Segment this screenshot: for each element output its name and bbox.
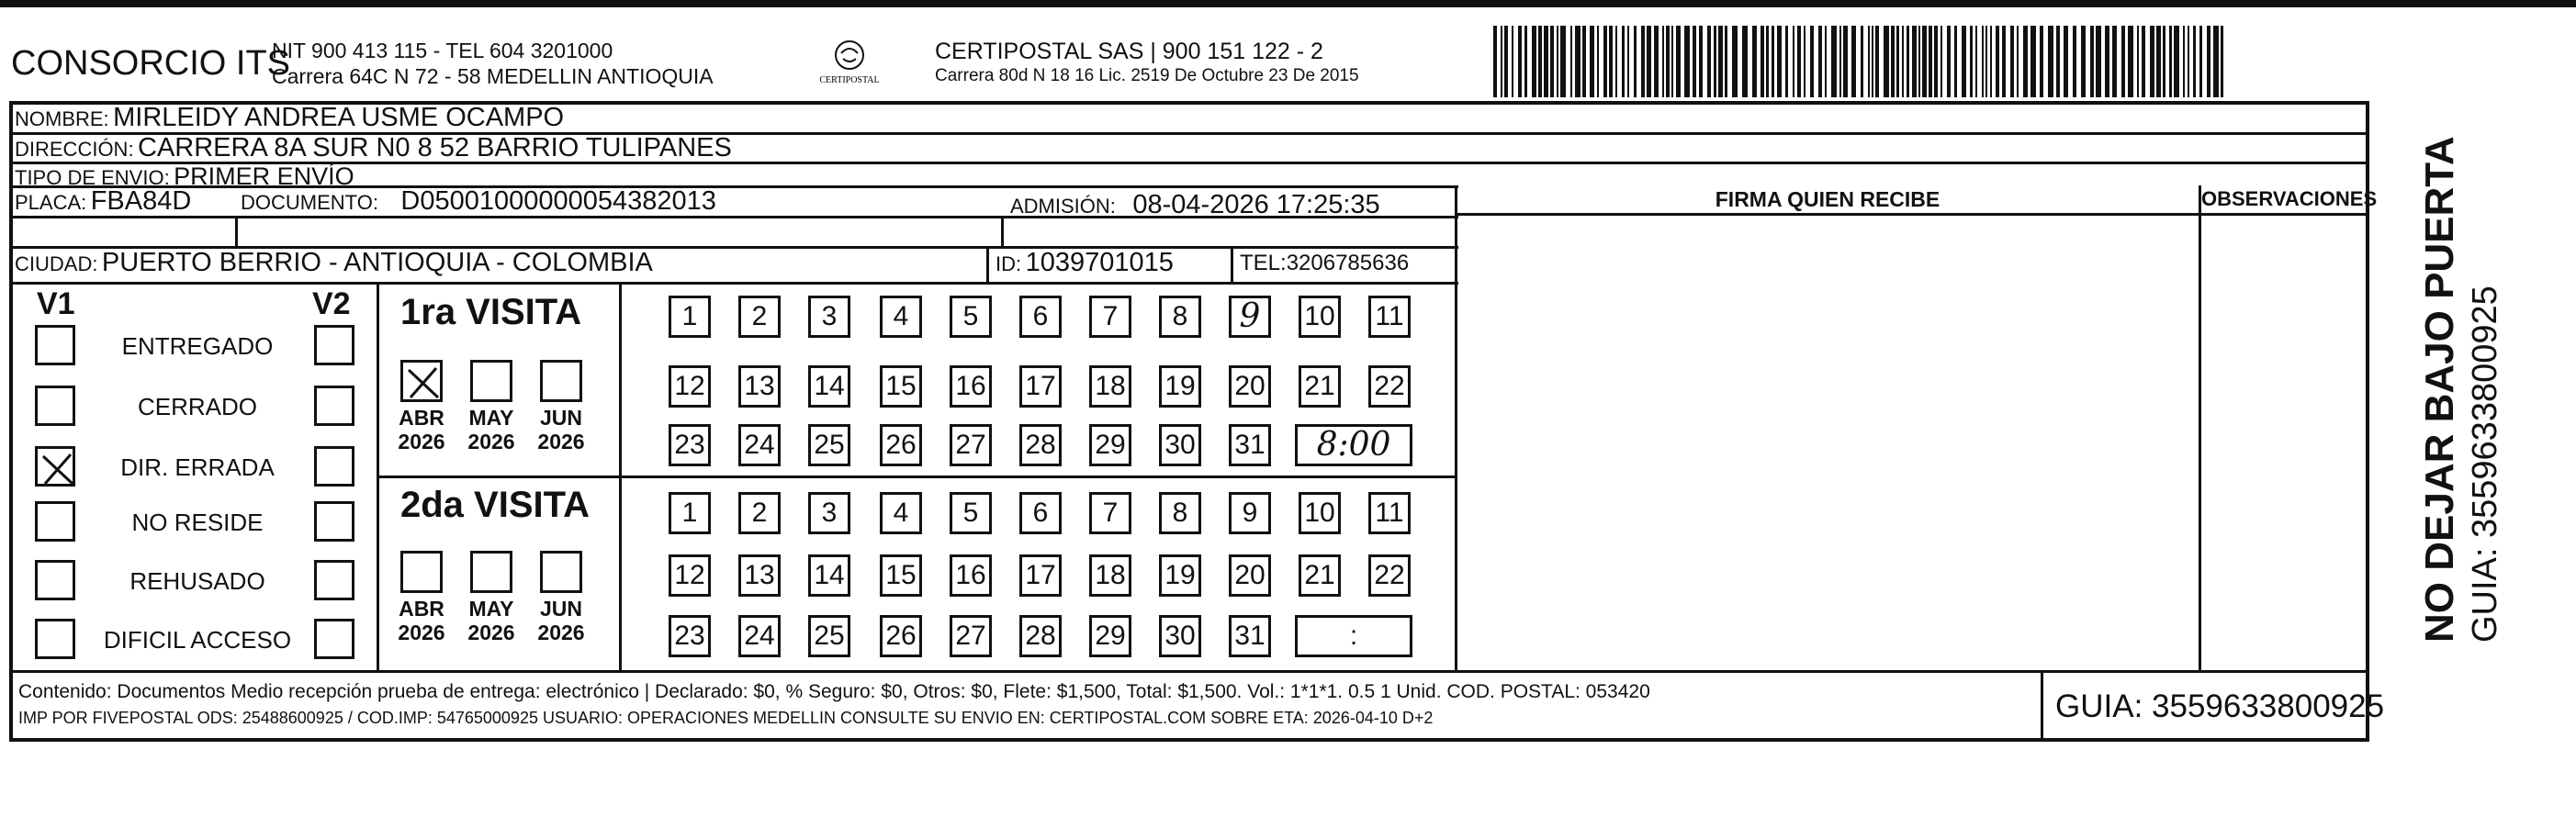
day-box[interactable]: 15 [880, 365, 922, 408]
day-box[interactable]: 31 [1229, 615, 1271, 657]
year-label: 2026 [398, 621, 445, 644]
year-label: 2026 [467, 621, 515, 644]
time-box[interactable]: 8:00 [1295, 424, 1412, 466]
tipo-label: TIPO DE ENVIO: [15, 166, 170, 189]
day-box[interactable]: 25 [808, 615, 850, 657]
month-label: ABR [399, 597, 444, 621]
certipostal-name: CERTIPOSTAL SAS | 900 151 122 - 2 [935, 39, 1323, 64]
v2-label: V2 [312, 286, 351, 321]
first-visit-title: 1ra VISITA [400, 292, 582, 332]
footer-guia: GUIA: 3559633800925 [2055, 688, 2385, 724]
day-box[interactable]: 30 [1159, 615, 1201, 657]
direccion-label: DIRECCIÓN: [15, 138, 134, 161]
v1-checkbox[interactable] [35, 501, 75, 542]
ciudad-value: PUERTO BERRIO - ANTIOQUIA - COLOMBIA [101, 248, 653, 277]
day-box[interactable]: 21 [1299, 365, 1341, 408]
day-box[interactable]: 12 [669, 365, 711, 408]
day-box[interactable]: 20 [1229, 365, 1271, 408]
day-box[interactable]: 4 [880, 296, 922, 338]
month-checkbox[interactable] [400, 551, 443, 593]
footer-imp: IMP POR FIVEPOSTAL ODS: 25488600925 / COD.IMP: 54765000925 USUARIO: OPERACIONES MEDELLIN CONSULTE SU ENVIO EN: CERTIPOSTAL.COM SOBRE ETA: 2026-04-10 D+2 [18, 709, 1434, 727]
day-box[interactable]: 17 [1019, 365, 1062, 408]
day-box[interactable]: 28 [1019, 615, 1062, 657]
day-box[interactable]: 4 [880, 492, 922, 534]
day-box[interactable]: 16 [950, 365, 992, 408]
month-label: MAY [468, 406, 514, 430]
day-box[interactable]: 6 [1019, 492, 1062, 534]
day-box[interactable]: 11 [1368, 492, 1411, 534]
year-label: 2026 [467, 430, 515, 453]
month-checkbox[interactable] [540, 360, 582, 402]
v1-checkbox[interactable] [35, 325, 75, 365]
status-label: NO RESIDE [131, 509, 264, 536]
day-box[interactable]: 9 [1229, 492, 1271, 534]
v1-checkbox[interactable] [35, 386, 75, 426]
time-box[interactable]: : [1295, 615, 1412, 657]
documento-row [241, 186, 716, 217]
firma-label: FIRMA QUIEN RECIBE [1715, 187, 1940, 211]
day-box[interactable]: 6 [1019, 296, 1062, 338]
day-box[interactable]: 3 [808, 296, 850, 338]
day-box[interactable]: 5 [950, 296, 992, 338]
v2-checkbox[interactable] [314, 619, 354, 659]
day-box[interactable]: 27 [950, 424, 992, 466]
nombre-label: NOMBRE: [15, 107, 109, 130]
id-row [996, 248, 1174, 278]
day-box[interactable]: 1 [669, 296, 711, 338]
day-box[interactable]: 7 [1089, 492, 1131, 534]
day-box[interactable]: 1 [669, 492, 711, 534]
side-text [2415, 92, 2544, 643]
certipostal-address: Carrera 80d N 18 16 Lic. 2519 De Octubre 23 De 2015 [935, 66, 1359, 85]
v1-label: V1 [37, 286, 75, 321]
ciudad-row [15, 248, 653, 278]
documento-value: D05001000000054382013 [400, 186, 716, 216]
month-label: JUN [539, 597, 582, 621]
day-box[interactable]: 11 [1368, 296, 1411, 338]
footer-contenido: Contenido: Documentos Medio recepción prueba de entrega: electrónico | Declarado: $0, % Seguro: $0, Otros: $0, Flete: $1,500, Total: $1,500. Vol.: 1*1*1. 0.5 1 Unid. COD. POSTAL: 053420 [18, 681, 1650, 702]
documento-label: DOCUMENTO: [241, 191, 378, 214]
day-box[interactable]: 10 [1299, 296, 1341, 338]
day-box[interactable]: 29 [1089, 615, 1131, 657]
admision-label: ADMISIÓN: [1010, 195, 1116, 218]
year-label: 2026 [398, 430, 445, 453]
month-checkbox[interactable] [470, 551, 512, 593]
tel-row [1240, 251, 1409, 276]
month-label: MAY [468, 597, 514, 621]
month-checkbox[interactable] [400, 360, 443, 402]
day-box[interactable]: 22 [1368, 365, 1411, 408]
day-box[interactable]: 23 [669, 615, 711, 657]
ciudad-label: CIUDAD: [15, 252, 98, 275]
certipostal-logo [808, 37, 891, 92]
status-label: CERRADO [137, 393, 257, 420]
day-box[interactable]: 25 [808, 424, 850, 466]
v2-checkbox[interactable] [314, 560, 354, 600]
day-box[interactable]: 26 [880, 424, 922, 466]
day-box[interactable]: 14 [808, 365, 850, 408]
admision-row [1010, 190, 1380, 220]
company-address: Carrera 64C N 72 - 58 MEDELLIN ANTIOQUIA [272, 64, 714, 88]
day-box[interactable]: 30 [1159, 424, 1201, 466]
barcode [1493, 26, 2228, 97]
v2-checkbox[interactable] [314, 325, 354, 365]
v2-checkbox[interactable] [314, 501, 354, 542]
id-value: 1039701015 [1025, 248, 1174, 277]
day-box[interactable]: 26 [880, 615, 922, 657]
nombre-row [15, 103, 564, 133]
observaciones-label: OBSERVACIONES [2201, 187, 2378, 210]
company-nit: NIT 900 413 115 - TEL 604 3201000 [272, 39, 613, 62]
day-box[interactable]: 20 [1229, 554, 1271, 597]
day-box[interactable]: 21 [1299, 554, 1341, 597]
day-box[interactable]: 2 [738, 296, 781, 338]
placa-label: PLACA: [15, 191, 87, 214]
status-label: DIFICIL ACCESO [103, 626, 292, 654]
day-box[interactable]: 16 [950, 554, 992, 597]
day-box[interactable]: 19 [1159, 365, 1201, 408]
day-box[interactable]: 31 [1229, 424, 1271, 466]
placa-value: FBA84D [90, 186, 192, 216]
day-box[interactable]: 5 [950, 492, 992, 534]
side-no-dejar: NO DEJAR BAJO PUERTA [2417, 136, 2462, 643]
day-box[interactable]: 13 [738, 365, 781, 408]
day-box[interactable]: 24 [738, 615, 781, 657]
day-box[interactable]: 18 [1089, 554, 1131, 597]
day-box[interactable]: 22 [1368, 554, 1411, 597]
day-box[interactable]: 29 [1089, 424, 1131, 466]
admision-value: 08-04-2026 17:25:35 [1132, 190, 1380, 219]
tel-label: TEL: [1240, 251, 1287, 275]
day-box[interactable]: 3 [808, 492, 850, 534]
day-box[interactable]: 13 [738, 554, 781, 597]
top-border [0, 0, 2576, 7]
day-box[interactable]: 15 [880, 554, 922, 597]
day-box[interactable]: 23 [669, 424, 711, 466]
id-label: ID: [996, 252, 1022, 275]
year-label: 2026 [537, 621, 585, 644]
nombre-value: MIRLEIDY ANDREA USME OCAMPO [113, 103, 565, 132]
day-box[interactable]: 27 [950, 615, 992, 657]
year-label: 2026 [537, 430, 585, 453]
tel-value: 3206785636 [1286, 251, 1410, 275]
status-label: ENTREGADO [121, 332, 274, 360]
v2-checkbox[interactable] [314, 386, 354, 426]
day-box[interactable]: 2 [738, 492, 781, 534]
day-box[interactable]: 28 [1019, 424, 1062, 466]
day-box[interactable]: 7 [1089, 296, 1131, 338]
month-checkbox[interactable] [470, 360, 512, 402]
month-label: JUN [539, 406, 582, 430]
month-label: ABR [399, 406, 444, 430]
day-box[interactable]: 9 [1229, 296, 1271, 338]
direccion-row [15, 133, 732, 163]
day-box[interactable]: 12 [669, 554, 711, 597]
day-box[interactable]: 24 [738, 424, 781, 466]
placa-row [15, 186, 191, 217]
v2-checkbox[interactable] [314, 446, 354, 487]
day-box[interactable]: 8 [1159, 492, 1201, 534]
v1-checkbox[interactable] [35, 446, 75, 487]
day-box[interactable]: 18 [1089, 365, 1131, 408]
v1-checkbox[interactable] [35, 619, 75, 659]
svg-text:CERTIPOSTAL: CERTIPOSTAL [819, 75, 880, 85]
company-name: CONSORCIO ITS [11, 44, 291, 83]
month-checkbox[interactable] [540, 551, 582, 593]
status-label: DIR. ERRADA [120, 453, 275, 481]
day-box[interactable]: 19 [1159, 554, 1201, 597]
day-box[interactable]: 17 [1019, 554, 1062, 597]
day-box[interactable]: 14 [808, 554, 850, 597]
second-visit-title: 2da VISITA [400, 485, 590, 525]
direccion-value: CARRERA 8A SUR N0 8 52 BARRIO TULIPANES [138, 133, 732, 162]
day-box[interactable]: 8 [1159, 296, 1201, 338]
tipo-value: PRIMER ENVÍO [174, 162, 354, 190]
status-label: REHUSADO [129, 567, 265, 595]
v1-checkbox[interactable] [35, 560, 75, 600]
side-guia: GUIA: 3559633800925 [2466, 285, 2504, 643]
day-box[interactable]: 10 [1299, 492, 1341, 534]
